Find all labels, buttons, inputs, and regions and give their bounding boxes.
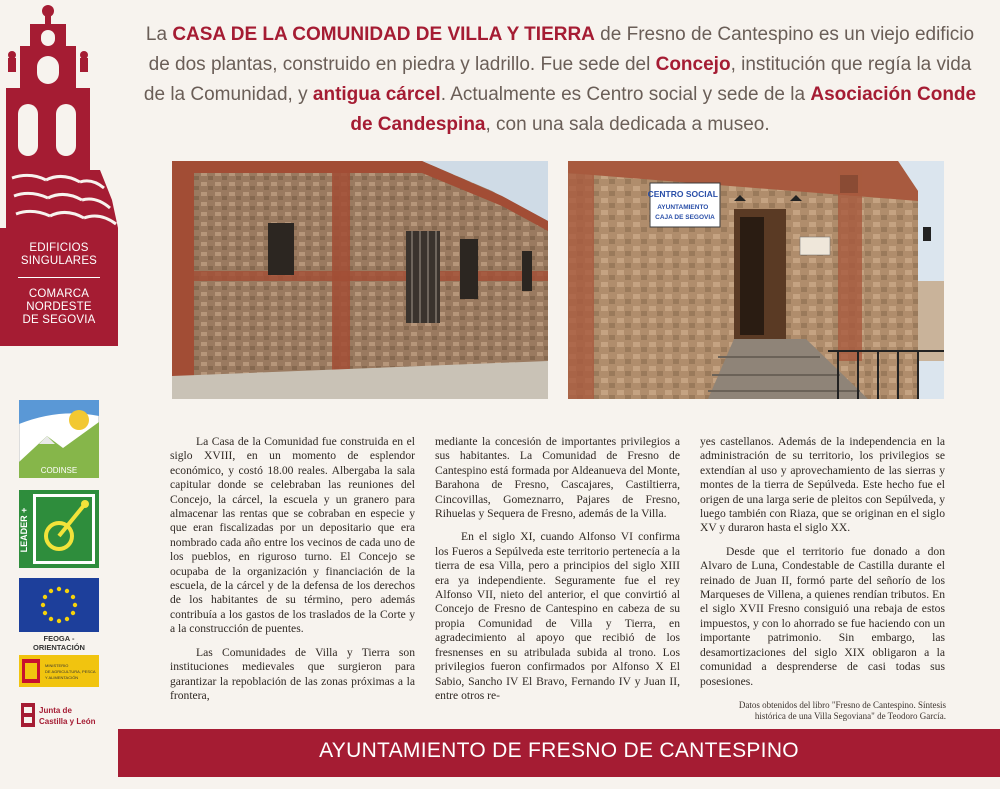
paragraph: En el siglo XI, cuando Alfonso VI confirma los Fueros a Sepúlveda este territorio pertenecía a la tierra de esa Villa, pero a principios del siglo XIII era ya independiente. Seguramente fue el rey Alfonso VII, nieto del anterior, el que convirtió al Concejo de Fresno de Cantespino en cabeza de su propia Comunidad de Villa y Tierra, en agradecimiento al apoyo que recibió de los fresnenses en su atribulada subida al trono. Los privilegios fueron confirmados por Alfonso X El Sabio, Sancho IV El Bravo, Fernando IV y Juan II, entre otros re-	[435, 530, 680, 702]
text-column-3	[700, 435, 945, 698]
tower-emblem-icon	[0, 0, 118, 228]
headline-highlight-asociacion: Asociación Conde de Candespina	[350, 84, 977, 135]
sidebar	[0, 0, 118, 789]
svg-text:CODINSE: CODINSE	[40, 466, 78, 475]
feoga-eu-logo	[19, 578, 99, 652]
body-text	[170, 435, 945, 700]
source-note: Datos obtenidos del libro "Fresno de Cantespino. Síntesis histórica de una Villa Segoviana" de Teodoro García.	[738, 700, 946, 721]
feoga-caption: FEOGA - ORIENTACIÓN	[33, 634, 85, 652]
headline: La CASA DE LA COMUNIDAD DE VILLA Y TIERRA de Fresno de Cantespino es un viejo edificio de dos plantas, construido en piedra y ladrillo. Fue sede del Concejo, institución que regía la vida de la Comunidad, y antigua cárcel. Actualmente es Centro social y sede de la Asociación Conde de Candespina, con una sala dedicada a museo.	[143, 24, 977, 135]
paragraph: mediante la concesión de importantes privilegios a sus habitantes. La Comunidad de Fresno de Cantespino está formada por Aldeanueva del Monte, Barahona de Fresno, Cascajares, Castiltierra, Cincovillas, Gomeznarro, Pajares de Fresno, Rihuelas y Sequera de Fresno, además de la Villa.	[435, 435, 680, 521]
paragraph: La Casa de la Comunidad fue construida en el siglo XVIII, en un momento de esplendor económico, y costó 18.00 reales. Albergaba la sala capitular donde se celebraban las reuniones del Concejo, la cárcel, la escuela y un granero para almacenar las rentas que se cobraban en especie y que eran fiscalizadas por un depositario que era nombrado cada año entre los vecinos de cada uno de los pueblos, en riguroso turno. El Concejo se ocupaba de la organización y financiación de la escuela, de la cárcel y de la defensa de los derechos de los habitantes de su término, pero además contribuía a los gastos de los traslados de la Corte y a la construcción de puentes.	[170, 435, 415, 636]
sidebar-band	[0, 228, 118, 346]
ministerio-logo	[19, 655, 99, 687]
svg-text:LEADER +: LEADER +	[19, 507, 29, 553]
svg-text:CENTRO SOCIAL AYUNTAMIEN: CENTRO SOCIAL AYUNTAMIENTO CAJA DE SEGOVIA	[647, 189, 718, 221]
footer-band	[118, 729, 1000, 777]
paragraph: Desde que el territorio fue donado a don Alvaro de Luna, Condestable de Castilla durante el reinado de Juan II, formó parte del señorío de los Marqueses de Villena, a quienes rendían tributos. En el siglo XVII Fresno consiguió una rebaja de estos impuestos, y con lo ahorrado se fue haciendo con un importante patrimonio. Sin embargo, las desamortizaciones del siglo XIX obligaron a la comunidad a desprenderse de casi todas sus posesiones.	[700, 544, 945, 688]
svg-text:MINISTERIO DE AGRICULT: MINISTERIO DE AGRICULTURA, PESCA Y ALIMENTACIÓN	[45, 663, 96, 680]
band-title-top: EDIFICIOS SINGULARES	[20, 242, 98, 267]
junta-logo	[19, 700, 99, 730]
band-divider	[18, 277, 100, 278]
leader-logo	[19, 490, 99, 568]
paragraph: yes castellanos. Además de la independencia en la administración de su territorio, los privilegios se extendían al uso y aprovechamiento de las sierras y montes de la tierra de Sepúlveda. Este hecho fue el origen de una larga serie de pleitos con Sepúlveda, y luego también con Riaza, que se originan en el siglo XV y duraron hasta el siglo XX.	[700, 435, 945, 535]
headline-highlight-concejo: Concejo	[655, 54, 731, 75]
footer-title: AYUNTAMIENTO DE FRESNO DE CANTESPINO	[319, 739, 799, 762]
photo-building-entrance	[568, 161, 944, 399]
paragraph: Las Comunidades de Villa y Tierra son instituciones medievales que surgieron para garantizar la repoblación de las zonas próximas a la frontera,	[170, 645, 415, 702]
text-column-2	[435, 435, 680, 712]
text-column-1	[170, 435, 415, 712]
headline-highlight-carcel: antigua cárcel	[312, 84, 441, 105]
headline-highlight-casa: CASA DE LA COMUNIDAD DE VILLA Y TIERRA	[172, 24, 595, 45]
svg-text:Junta de Castilla y Le: Junta de Castilla y León	[39, 706, 96, 726]
codinse-logo	[19, 400, 99, 478]
photo-building-side	[172, 161, 548, 399]
band-title-bottom: COMARCA NORDESTE DE SEGOVIA	[22, 288, 96, 326]
